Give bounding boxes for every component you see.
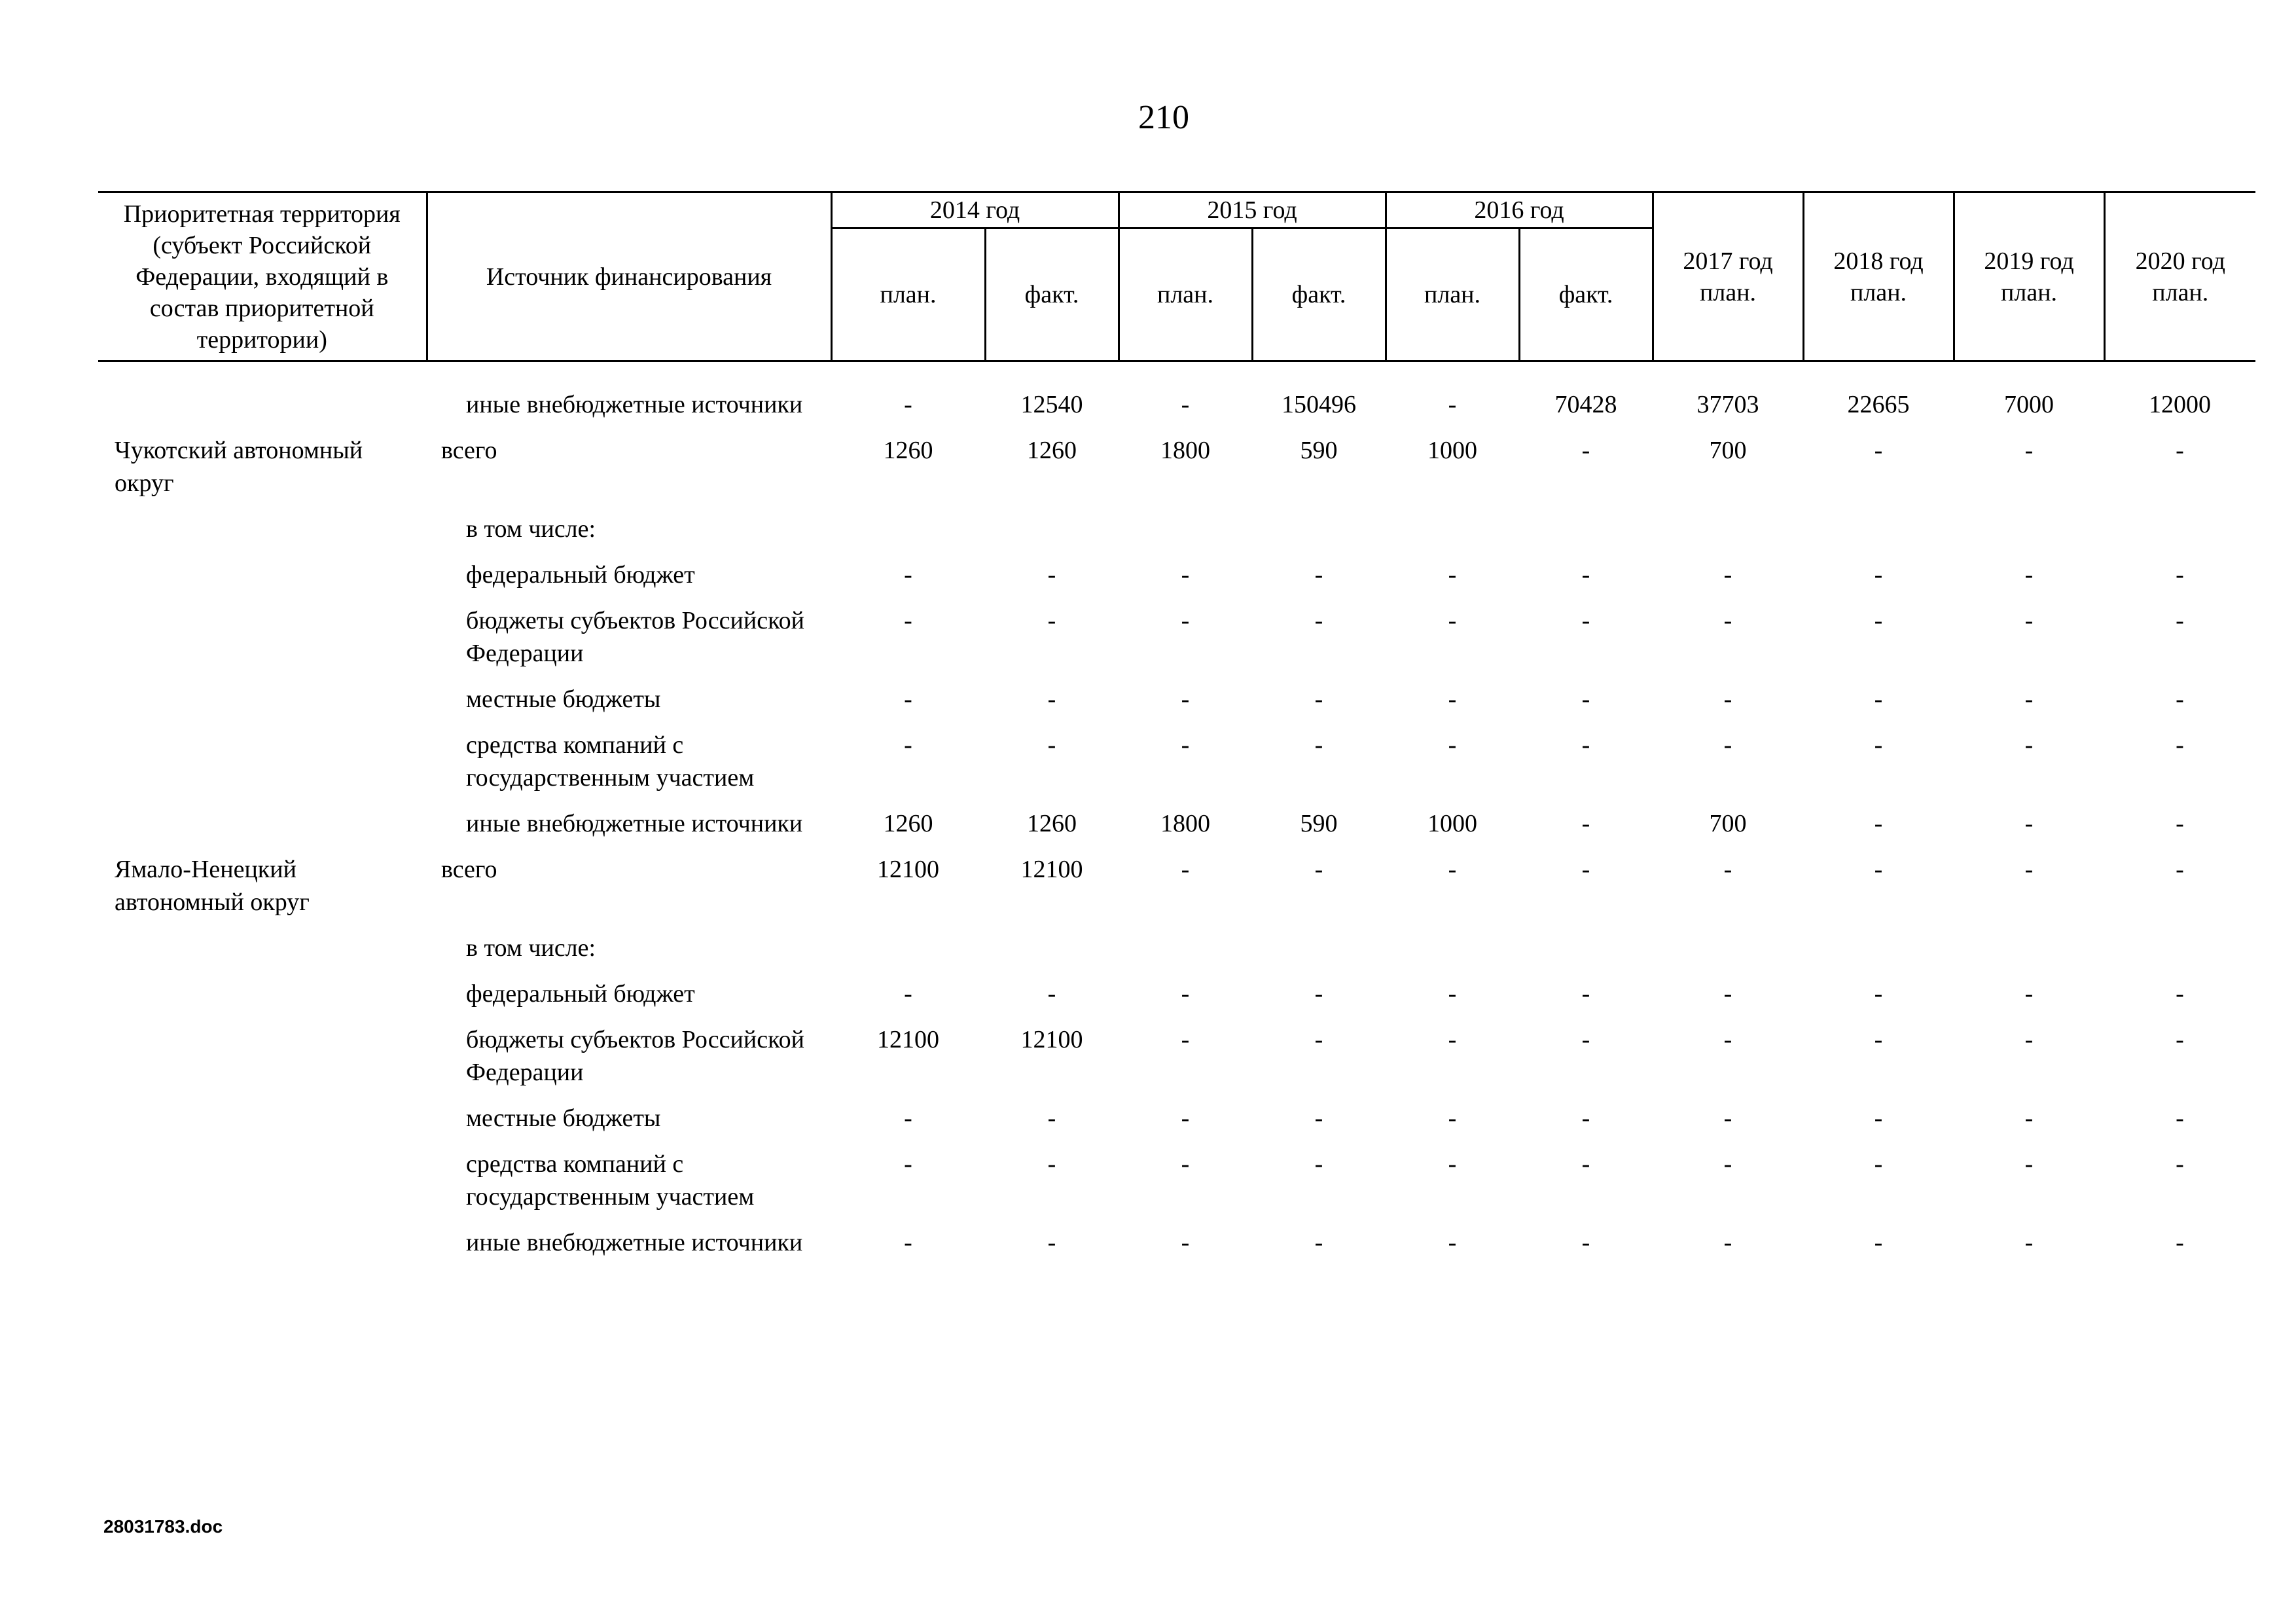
territory-cell xyxy=(98,932,427,977)
value-cell: - xyxy=(1448,980,1457,1008)
value-cell: - xyxy=(1581,437,1590,464)
value-cell: - xyxy=(1874,685,1883,713)
territory-cell xyxy=(98,807,427,853)
source-cell: федеральный бюджет xyxy=(466,561,695,589)
value-cell xyxy=(1803,513,1954,558)
value-cell: - xyxy=(2176,1150,2184,1178)
header-year-2014: 2014 год xyxy=(831,192,1119,228)
value-cell: - xyxy=(1723,685,1732,713)
value-cell xyxy=(1386,513,1519,558)
value-cell: 12100 xyxy=(877,856,939,883)
value-cell: - xyxy=(1874,1026,1883,1053)
value-cell: 12100 xyxy=(1020,1026,1083,1053)
value-cell: - xyxy=(904,391,912,418)
source-cell: всего xyxy=(441,856,497,883)
value-cell: - xyxy=(1314,980,1323,1008)
header-plan: план. xyxy=(1386,228,1519,361)
source-cell: средства компаний с государственным участием xyxy=(466,1150,755,1211)
source-cell: средства компаний с государственным участием xyxy=(466,731,755,792)
table-body xyxy=(98,388,2255,1272)
table-row xyxy=(98,1102,2255,1148)
source-cell: федеральный бюджет xyxy=(466,980,695,1008)
table-row xyxy=(98,683,2255,729)
value-cell: - xyxy=(1314,1104,1323,1132)
value-cell: - xyxy=(904,1150,912,1178)
value-cell: - xyxy=(1723,1104,1732,1132)
value-cell: - xyxy=(1874,1229,1883,1256)
value-cell: - xyxy=(1581,561,1590,589)
header-plan: план. xyxy=(1119,228,1252,361)
value-cell: 1260 xyxy=(883,810,933,837)
header-year-2019: 2019 год план. xyxy=(1954,192,2104,361)
value-cell xyxy=(1653,932,1803,977)
value-cell: - xyxy=(2024,1150,2034,1178)
header-fact: факт. xyxy=(1252,228,1386,361)
value-cell xyxy=(985,932,1119,977)
page-number: 210 xyxy=(1138,99,1189,136)
value-cell: - xyxy=(1314,856,1323,883)
value-cell: - xyxy=(1448,1229,1457,1256)
value-cell: - xyxy=(1723,1026,1732,1053)
value-cell: - xyxy=(1874,810,1883,837)
value-cell: 70428 xyxy=(1554,391,1617,418)
value-cell: - xyxy=(1581,810,1590,837)
value-cell: - xyxy=(1581,1026,1590,1053)
value-cell: 12540 xyxy=(1020,391,1083,418)
table-row xyxy=(98,807,2255,853)
value-cell: - xyxy=(2024,607,2034,634)
value-cell: 590 xyxy=(1300,810,1338,837)
value-cell: - xyxy=(1181,1150,1190,1178)
value-cell xyxy=(1954,513,2104,558)
value-cell: - xyxy=(1874,437,1883,464)
value-cell: - xyxy=(1181,561,1190,589)
value-cell: - xyxy=(1448,1104,1457,1132)
territory-cell xyxy=(98,388,427,434)
value-cell: - xyxy=(1047,1229,1056,1256)
value-cell: 1260 xyxy=(1027,437,1077,464)
value-cell: - xyxy=(1723,1229,1732,1256)
value-cell: - xyxy=(1581,856,1590,883)
value-cell: - xyxy=(2024,1104,2034,1132)
value-cell: - xyxy=(1874,731,1883,759)
value-cell: - xyxy=(1874,1104,1883,1132)
value-cell: - xyxy=(1723,856,1732,883)
source-cell: местные бюджеты xyxy=(466,685,661,713)
table-row xyxy=(98,853,2255,932)
value-cell: - xyxy=(1181,685,1190,713)
financing-table xyxy=(98,191,2255,1272)
value-cell: - xyxy=(1448,685,1457,713)
value-cell: - xyxy=(1047,980,1056,1008)
value-cell: 37703 xyxy=(1696,391,1759,418)
table-row xyxy=(98,558,2255,604)
territory-cell xyxy=(98,729,427,807)
value-cell: - xyxy=(1314,1026,1323,1053)
value-cell: - xyxy=(1448,607,1457,634)
value-cell: 1260 xyxy=(1027,810,1077,837)
value-cell: - xyxy=(2176,685,2184,713)
value-cell: - xyxy=(1448,561,1457,589)
value-cell: - xyxy=(1047,731,1056,759)
value-cell: - xyxy=(904,1229,912,1256)
value-cell: - xyxy=(1581,731,1590,759)
header-year-2015: 2015 год xyxy=(1119,192,1386,228)
value-cell: - xyxy=(1047,561,1056,589)
value-cell: 1260 xyxy=(883,437,933,464)
value-cell: - xyxy=(2176,607,2184,634)
value-cell: - xyxy=(1181,1104,1190,1132)
table-row xyxy=(98,604,2255,683)
value-cell: - xyxy=(904,685,912,713)
value-cell: - xyxy=(1314,607,1323,634)
value-cell: - xyxy=(2176,810,2184,837)
value-cell xyxy=(1954,932,2104,977)
value-cell: - xyxy=(1181,856,1190,883)
source-cell: в том числе: xyxy=(466,515,596,543)
territory-cell xyxy=(98,1148,427,1226)
value-cell: - xyxy=(2024,437,2034,464)
value-cell: - xyxy=(1581,1104,1590,1132)
value-cell: - xyxy=(1314,685,1323,713)
territory-cell xyxy=(98,1226,427,1272)
territory-cell: Чукотский автономный округ xyxy=(115,437,363,497)
value-cell: - xyxy=(1181,980,1190,1008)
value-cell: - xyxy=(904,731,912,759)
value-cell: 700 xyxy=(1709,437,1747,464)
value-cell: - xyxy=(1581,1229,1590,1256)
value-cell: - xyxy=(1874,561,1883,589)
value-cell: - xyxy=(1448,731,1457,759)
value-cell: - xyxy=(1314,561,1323,589)
territory-cell xyxy=(98,604,427,683)
source-cell: бюджеты субъектов Российской Федерации xyxy=(466,1026,804,1086)
value-cell: 1800 xyxy=(1160,437,1210,464)
value-cell: - xyxy=(1047,685,1056,713)
value-cell xyxy=(2104,932,2255,977)
table-row xyxy=(98,1226,2255,1272)
value-cell xyxy=(1386,932,1519,977)
value-cell: - xyxy=(1314,1229,1323,1256)
value-cell xyxy=(1252,513,1386,558)
value-cell: - xyxy=(1723,980,1732,1008)
value-cell: - xyxy=(2024,561,2034,589)
table-row xyxy=(98,977,2255,1023)
value-cell: - xyxy=(2024,980,2034,1008)
value-cell: - xyxy=(2024,685,2034,713)
header-source: Источник финансирования xyxy=(427,192,831,361)
header-year-2018: 2018 год план. xyxy=(1803,192,1954,361)
value-cell: - xyxy=(1874,607,1883,634)
value-cell xyxy=(1119,513,1252,558)
value-cell: - xyxy=(1581,980,1590,1008)
source-cell: всего xyxy=(441,437,497,464)
value-cell: - xyxy=(2176,437,2184,464)
value-cell: - xyxy=(1723,731,1732,759)
value-cell: - xyxy=(1874,980,1883,1008)
source-cell: местные бюджеты xyxy=(466,1104,661,1132)
territory-cell xyxy=(98,977,427,1023)
value-cell: 590 xyxy=(1300,437,1338,464)
value-cell xyxy=(985,513,1119,558)
value-cell: - xyxy=(1581,685,1590,713)
territory-cell xyxy=(98,1023,427,1102)
value-cell xyxy=(1519,513,1653,558)
source-cell: бюджеты субъектов Российской Федерации xyxy=(466,607,804,667)
value-cell: - xyxy=(904,561,912,589)
table-row xyxy=(98,932,2255,977)
value-cell: 12100 xyxy=(877,1026,939,1053)
table-row xyxy=(98,1023,2255,1102)
value-cell: - xyxy=(1723,561,1732,589)
value-cell: - xyxy=(2024,856,2034,883)
table-row xyxy=(98,729,2255,807)
value-cell xyxy=(1519,932,1653,977)
value-cell: - xyxy=(1047,1150,1056,1178)
header-plan: план. xyxy=(831,228,985,361)
value-cell: - xyxy=(1723,607,1732,634)
value-cell: - xyxy=(1047,607,1056,634)
source-cell: иные внебюджетные источники xyxy=(466,391,803,418)
value-cell: - xyxy=(1874,1150,1883,1178)
value-cell: - xyxy=(1448,856,1457,883)
value-cell xyxy=(831,932,985,977)
value-cell: - xyxy=(1314,1150,1323,1178)
value-cell: - xyxy=(1047,1104,1056,1132)
source-cell: в том числе: xyxy=(466,934,596,962)
header-fact: факт. xyxy=(1519,228,1653,361)
value-cell: - xyxy=(1581,607,1590,634)
header-fact: факт. xyxy=(985,228,1119,361)
value-cell: - xyxy=(2176,980,2184,1008)
value-cell: 12100 xyxy=(1020,856,1083,883)
value-cell: - xyxy=(904,980,912,1008)
value-cell: - xyxy=(1181,1229,1190,1256)
value-cell: - xyxy=(1314,731,1323,759)
territory-cell: Ямало-Ненецкий автономный округ xyxy=(115,856,310,916)
value-cell: - xyxy=(2176,561,2184,589)
value-cell: - xyxy=(2024,731,2034,759)
value-cell: - xyxy=(1448,1026,1457,1053)
value-cell xyxy=(1803,932,1954,977)
value-cell: - xyxy=(904,607,912,634)
value-cell xyxy=(1119,932,1252,977)
value-cell: 7000 xyxy=(2004,391,2054,418)
value-cell: 22665 xyxy=(1847,391,1910,418)
value-cell: - xyxy=(1181,731,1190,759)
table-row xyxy=(98,1148,2255,1226)
value-cell: - xyxy=(1181,607,1190,634)
value-cell: 1000 xyxy=(1427,437,1477,464)
value-cell: 150496 xyxy=(1282,391,1356,418)
value-cell: 700 xyxy=(1709,810,1747,837)
value-cell: - xyxy=(1181,1026,1190,1053)
header-year-2017: 2017 год план. xyxy=(1653,192,1803,361)
header-year-2016: 2016 год xyxy=(1386,192,1653,228)
value-cell: - xyxy=(2024,1026,2034,1053)
footer-filename: 28031783.doc xyxy=(103,1516,223,1537)
header-year-2020: 2020 год план. xyxy=(2104,192,2255,361)
table-row xyxy=(98,388,2255,434)
value-cell: - xyxy=(2176,1229,2184,1256)
value-cell: - xyxy=(2024,1229,2034,1256)
territory-cell xyxy=(98,558,427,604)
territory-cell xyxy=(98,513,427,558)
value-cell: 1000 xyxy=(1427,810,1477,837)
value-cell: - xyxy=(2176,731,2184,759)
value-cell: - xyxy=(1874,856,1883,883)
value-cell: 12000 xyxy=(2149,391,2211,418)
source-cell: иные внебюджетные источники xyxy=(466,810,803,837)
table-header xyxy=(98,191,2255,362)
table-row xyxy=(98,434,2255,513)
value-cell xyxy=(2104,513,2255,558)
value-cell: 1800 xyxy=(1160,810,1210,837)
value-cell: - xyxy=(1181,391,1190,418)
value-cell xyxy=(1653,513,1803,558)
header-territory: Приоритетная территория (субъект Российской Федерации, входящий в состав приоритетной территории) xyxy=(98,192,427,361)
value-cell: - xyxy=(2176,1104,2184,1132)
value-cell: - xyxy=(904,1104,912,1132)
value-cell: - xyxy=(2176,1026,2184,1053)
value-cell: - xyxy=(2024,810,2034,837)
value-cell xyxy=(831,513,985,558)
value-cell: - xyxy=(2176,856,2184,883)
value-cell: - xyxy=(1448,391,1457,418)
value-cell xyxy=(1252,932,1386,977)
value-cell: - xyxy=(1723,1150,1732,1178)
value-cell: - xyxy=(1581,1150,1590,1178)
source-cell: иные внебюджетные источники xyxy=(466,1229,803,1256)
territory-cell xyxy=(98,1102,427,1148)
value-cell: - xyxy=(1448,1150,1457,1178)
table-row xyxy=(98,513,2255,558)
territory-cell xyxy=(98,683,427,729)
